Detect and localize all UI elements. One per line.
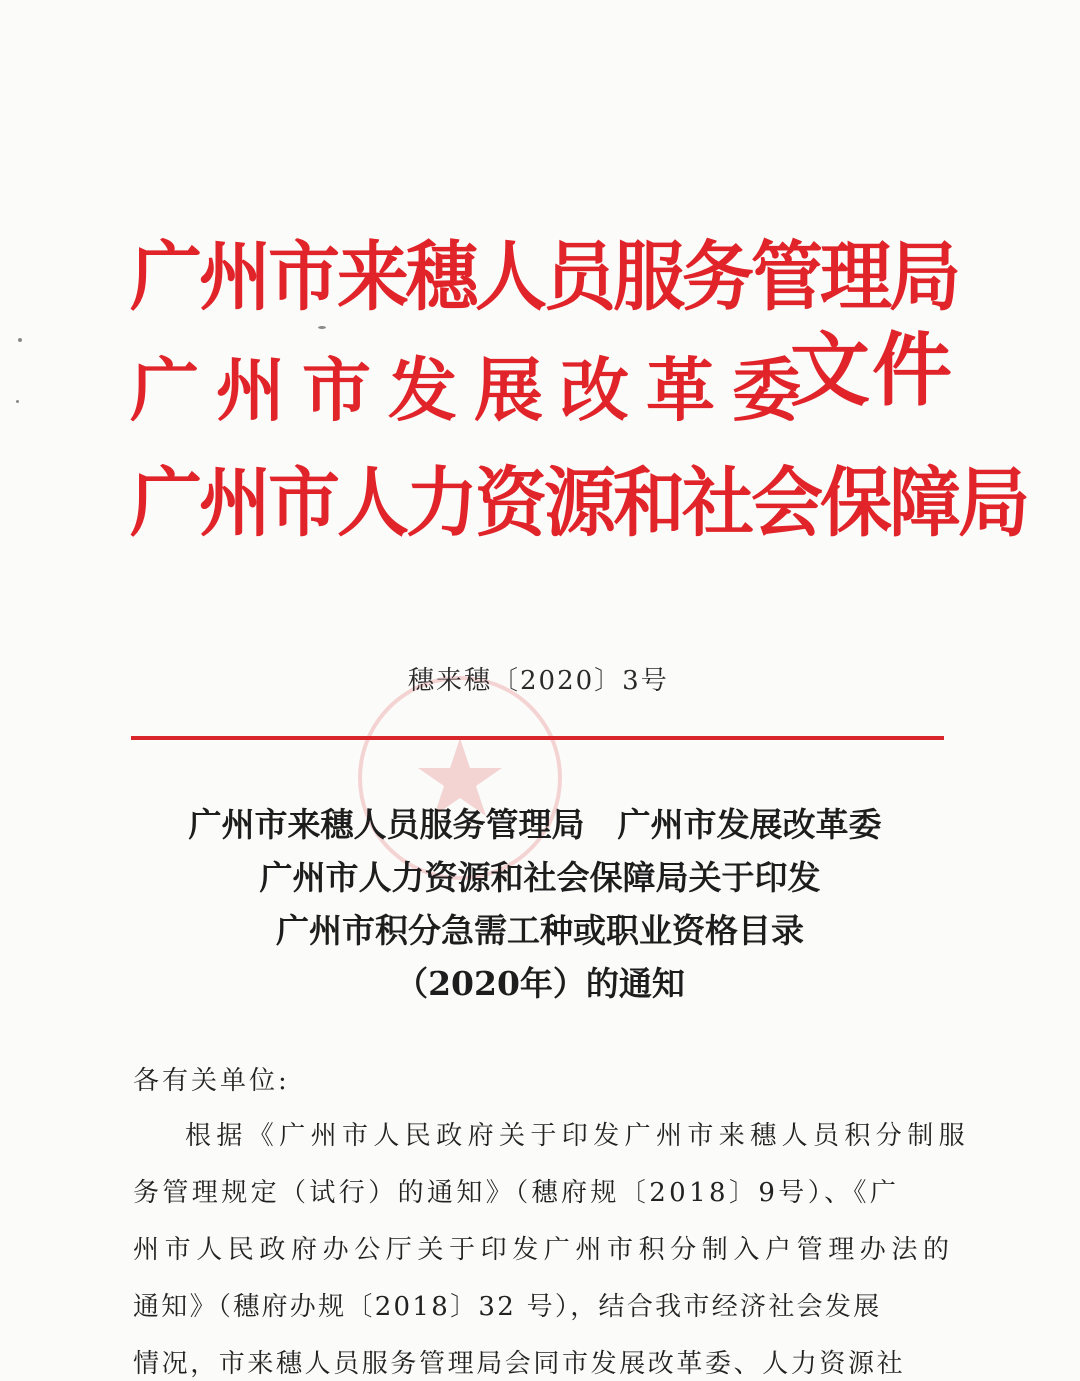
title-line-3: 广州市积分急需工种或职业资格目录	[276, 911, 804, 950]
paragraph-line: 情况，市来穗人员服务管理局会同市发展改革委、人力资源社	[133, 1349, 906, 1379]
paragraph-line: 根据《广州市人民政府关于印发广州市来穗人员积分制服	[185, 1121, 971, 1151]
paragraph-line: 通知》（穗府办规〔2018〕32 号），结合我市经济社会发展	[133, 1292, 882, 1322]
issuer-name-2: 广州市发展改革委	[130, 353, 818, 429]
document-number: 穗来穗〔2020〕3号	[408, 666, 669, 696]
scan-speck	[18, 338, 22, 342]
salutation: 各有关单位:	[133, 1066, 290, 1096]
issuer-name-3: 广州市人力资源和社会保障局	[130, 462, 1028, 546]
issuer-name-1: 广州市来穗人员服务管理局	[130, 236, 959, 320]
document-title	[0, 798, 1080, 1010]
title-line-2: 广州市人力资源和社会保障局关于印发	[259, 858, 821, 897]
scan-speck	[16, 400, 19, 403]
paragraph-line: 州市人民政府办公厅关于印发广州市积分制入户管理办法的	[133, 1235, 955, 1265]
document-suffix: 文件	[790, 328, 954, 416]
scan-speck	[318, 326, 326, 329]
title-line-1: 广州市来穗人员服务管理局 广州市发展改革委	[188, 805, 882, 844]
paragraph-line: 务管理规定（试行）的通知》（穗府规〔2018〕9号）、《广	[133, 1178, 900, 1208]
red-divider-line	[131, 736, 944, 740]
title-line-4: （2020年）的通知	[395, 964, 685, 1003]
